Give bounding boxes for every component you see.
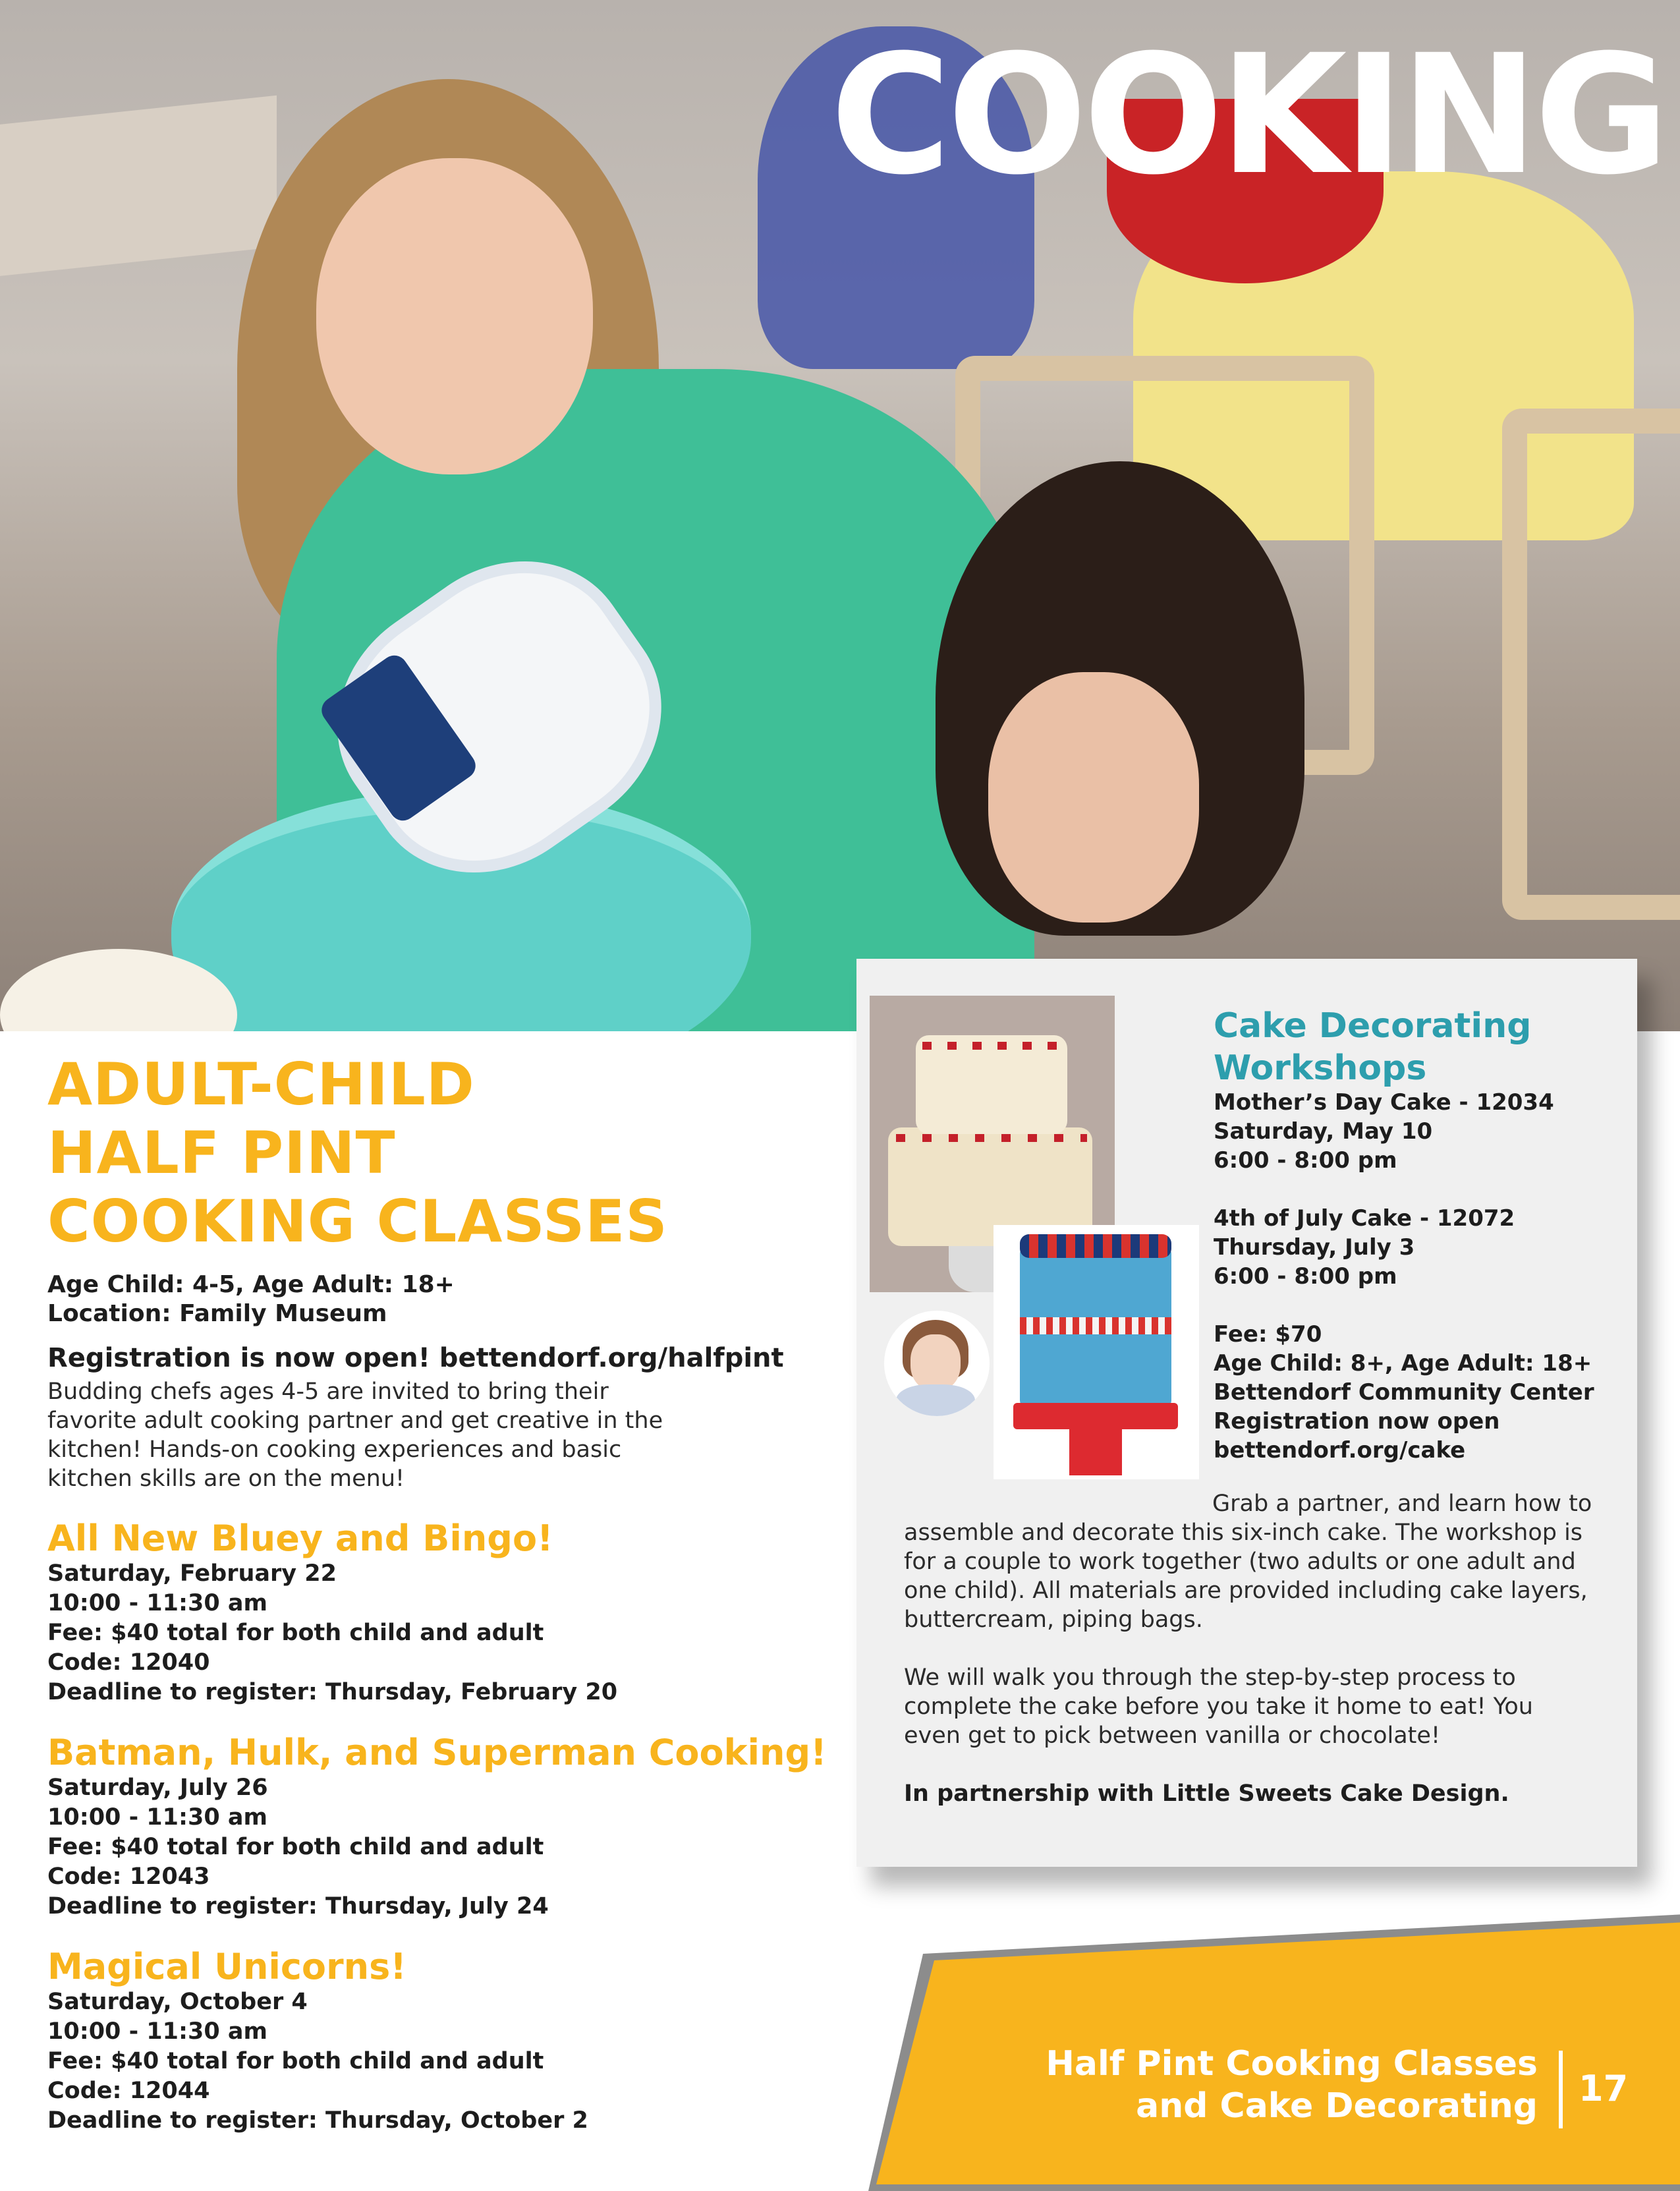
little-sweets-logo bbox=[884, 1311, 990, 1416]
class-title: Batman, Hulk, and Superman Cooking! bbox=[47, 1732, 827, 1773]
photo-girl-face bbox=[316, 158, 593, 474]
card-title bbox=[1214, 1005, 1531, 1089]
class-time: 10:00 - 11:30 am bbox=[47, 1804, 267, 1831]
registration-info: Registration is now open! bettendorf.org/halfpint bbox=[47, 1343, 784, 1373]
workshop-name: 4th of July Cake - 12072 bbox=[1214, 1205, 1515, 1232]
class-time: 10:00 - 11:30 am bbox=[47, 2018, 267, 2045]
class-details bbox=[47, 1773, 838, 1921]
location: Location: Family Museum bbox=[47, 1300, 387, 1327]
class-fee: Fee: $40 total for both child and adult bbox=[47, 1834, 544, 1860]
description-line: one child). All materials are provided including cake layers, bbox=[904, 1578, 1588, 1604]
logo-face bbox=[910, 1334, 961, 1391]
cake-decoration bbox=[922, 1042, 1061, 1050]
footer-divider bbox=[1559, 2051, 1563, 2128]
description-line: complete the cake before you take it home to eat! You bbox=[904, 1693, 1533, 1720]
description-line: for a couple to work together (two adults or one adult and bbox=[904, 1549, 1576, 1575]
footer-title-line: Half Pint Cooking Classes bbox=[1046, 2044, 1538, 2084]
cake-photos bbox=[870, 996, 1212, 1470]
workshop-time: 6:00 - 8:00 pm bbox=[1214, 1263, 1397, 1290]
intro-line: favorite adult cooking partner and get creative in the bbox=[47, 1408, 663, 1434]
card-title-line: Cake Decorating bbox=[1214, 1006, 1532, 1046]
class-fee: Fee: $40 total for both child and adult bbox=[47, 1620, 544, 1646]
intro-line: Budding chefs ages 4-5 are invited to bring their bbox=[47, 1379, 609, 1405]
class-details bbox=[47, 1559, 838, 1707]
class-title: All New Bluey and Bingo! bbox=[47, 1518, 553, 1559]
class-code: Code: 12040 bbox=[47, 1649, 210, 1676]
cake-stand-base bbox=[1069, 1423, 1122, 1475]
workshop-details bbox=[1214, 1088, 1622, 1465]
class-time: 10:00 - 11:30 am bbox=[47, 1590, 267, 1616]
july-cake-photo bbox=[994, 1225, 1199, 1479]
class-code: Code: 12044 bbox=[47, 2078, 210, 2104]
photo-chair-right bbox=[1502, 409, 1680, 920]
description-line: We will walk you through the step-by-step process to bbox=[904, 1665, 1516, 1691]
footer-title-line: and Cake Decorating bbox=[1136, 2086, 1538, 2126]
class-title: Magical Unicorns! bbox=[47, 1946, 406, 1987]
class-listing bbox=[47, 1518, 838, 1707]
workshop-date: Saturday, May 10 bbox=[1214, 1118, 1433, 1145]
workshop-ages: Age Child: 8+, Age Adult: 18+ bbox=[1214, 1350, 1592, 1377]
workshop-url: bettendorf.org/cake bbox=[1214, 1437, 1466, 1464]
class-date: Saturday, October 4 bbox=[47, 1989, 308, 2015]
spacer bbox=[1214, 1175, 1622, 1204]
cake-stripe bbox=[1020, 1317, 1171, 1334]
workshop-location: Bettendorf Community Center bbox=[1214, 1379, 1594, 1406]
description-line: buttercream, piping bags. bbox=[904, 1607, 1203, 1633]
description-paragraph bbox=[904, 1663, 1609, 1750]
class-details bbox=[47, 1987, 838, 2136]
description-paragraph bbox=[904, 1489, 1609, 1634]
class-fee: Fee: $40 total for both child and adult bbox=[47, 2048, 544, 2074]
photo-table bbox=[0, 96, 277, 280]
intro-line: kitchen! Hands-on cooking experiences and basic bbox=[47, 1437, 622, 1463]
workshop-name: Mother’s Day Cake - 12034 bbox=[1214, 1089, 1554, 1116]
class-code: Code: 12043 bbox=[47, 1864, 210, 1890]
intro-line: kitchen skills are on the menu! bbox=[47, 1465, 405, 1492]
workshop-date: Thursday, July 3 bbox=[1214, 1234, 1415, 1261]
section-meta bbox=[47, 1270, 838, 1328]
workshop-description bbox=[904, 1489, 1609, 1837]
photo-small-girl-face bbox=[988, 672, 1199, 923]
intro-paragraph bbox=[47, 1377, 706, 1493]
description-line: even get to pick between vanilla or chocolate! bbox=[904, 1722, 1440, 1749]
class-deadline: Deadline to register: Thursday, October 2 bbox=[47, 2107, 588, 2134]
card-title-line: Workshops bbox=[1214, 1048, 1427, 1088]
age-requirement: Age Child: 4-5, Age Adult: 18+ bbox=[47, 1271, 455, 1298]
footer-section-title bbox=[1046, 2043, 1538, 2127]
workshop-fee: Fee: $70 bbox=[1214, 1321, 1322, 1348]
logo-dress bbox=[896, 1384, 975, 1416]
workshop-registration: Registration now open bbox=[1214, 1408, 1500, 1435]
spacer bbox=[1214, 1291, 1622, 1320]
half-pint-section bbox=[47, 1050, 838, 2136]
section-title-line: COOKING CLASSES bbox=[47, 1187, 668, 1255]
workshop-time: 6:00 - 8:00 pm bbox=[1214, 1147, 1397, 1174]
class-listing bbox=[47, 1947, 838, 2136]
description-line: assemble and decorate this six-inch cake. The workshop is bbox=[904, 1520, 1583, 1546]
class-date: Saturday, July 26 bbox=[47, 1775, 268, 1801]
page-number: 17 bbox=[1579, 2068, 1629, 2109]
cake-frosting-top bbox=[1020, 1234, 1171, 1258]
class-date: Saturday, February 22 bbox=[47, 1560, 337, 1587]
partnership-note: In partnership with Little Sweets Cake Design. bbox=[904, 1780, 1509, 1807]
class-deadline: Deadline to register: Thursday, July 24 bbox=[47, 1893, 549, 1920]
class-deadline: Deadline to register: Thursday, February 20 bbox=[47, 1679, 618, 1705]
section-title-line: ADULT-CHILD bbox=[47, 1050, 475, 1118]
cake-decoration bbox=[896, 1134, 1087, 1142]
class-listing bbox=[47, 1732, 838, 1921]
section-title-line: HALF PINT bbox=[47, 1119, 396, 1187]
cake-workshop-card bbox=[856, 959, 1637, 1867]
section-title bbox=[47, 1050, 838, 1256]
description-line: Grab a partner, and learn how to bbox=[1212, 1491, 1592, 1517]
hero-photo bbox=[0, 0, 1680, 1031]
cake-tier bbox=[916, 1035, 1067, 1134]
page-title: COOKING bbox=[830, 19, 1666, 211]
